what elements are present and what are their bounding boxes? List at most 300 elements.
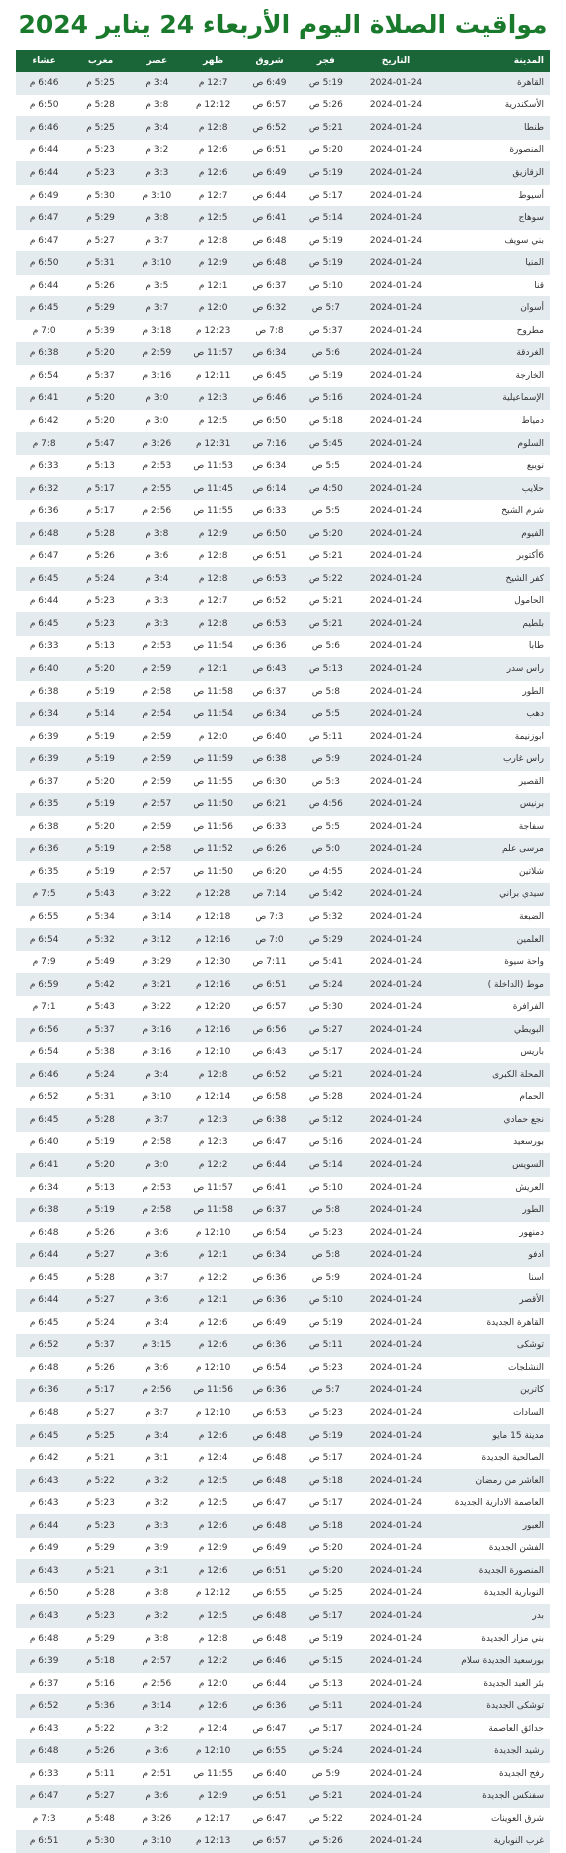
cell-city: الطور [438,680,550,703]
table-row [16,1808,550,1831]
table-row [16,1334,550,1357]
cell-maghrib: 5:49 م [72,951,128,974]
cell-maghrib: 5:27 م [72,1244,128,1267]
cell-maghrib: 5:23 م [72,590,128,613]
cell-date: 2024-01-24 [354,1379,438,1402]
cell-fajr: 5:5 ص [298,455,354,478]
cell-maghrib: 5:27 م [72,1402,128,1425]
cell-shorouq: 6:30 ص [241,770,297,793]
cell-shorouq: 6:55 ص [241,1582,297,1605]
cell-fajr: 5:11 ص [298,1695,354,1718]
cell-shorouq: 6:38 ص [241,1109,297,1132]
cell-asr: 3:9 م [129,1537,185,1560]
cell-date: 2024-01-24 [354,297,438,320]
cell-asr: 3:7 م [129,229,185,252]
cell-shorouq: 6:45 ص [241,365,297,388]
cell-dhuhr: 12:20 م [185,996,241,1019]
cell-fajr: 5:20 ص [298,139,354,162]
cell-date: 2024-01-24 [354,1244,438,1267]
cell-city: بني سويف [438,229,550,252]
cell-asr: 2:59 م [129,770,185,793]
cell-city: شلاتين [438,861,550,884]
table-row [16,545,550,568]
cell-maghrib: 5:14 م [72,703,128,726]
cell-fajr: 5:29 ص [298,928,354,951]
table-row [16,1605,550,1628]
cell-dhuhr: 12:11 م [185,365,241,388]
cell-dhuhr: 12:6 م [185,1560,241,1583]
cell-date: 2024-01-24 [354,1131,438,1154]
cell-date: 2024-01-24 [354,455,438,478]
cell-city: العبور [438,1515,550,1538]
cell-city: بلطيم [438,613,550,636]
column-header-maghrib: مغرب [72,50,128,72]
cell-isha: 6:59 م [16,973,72,996]
cell-fajr: 5:15 ص [298,1650,354,1673]
cell-asr: 3:4 م [129,1312,185,1335]
cell-shorouq: 6:44 ص [241,1672,297,1695]
cell-shorouq: 6:34 ص [241,342,297,365]
table-row [16,1379,550,1402]
cell-isha: 6:49 م [16,184,72,207]
cell-date: 2024-01-24 [354,1176,438,1199]
cell-date: 2024-01-24 [354,568,438,591]
cell-fajr: 5:23 ص [298,1221,354,1244]
cell-shorouq: 6:54 ص [241,1221,297,1244]
cell-isha: 6:52 م [16,1695,72,1718]
cell-dhuhr: 12:6 م [185,1312,241,1335]
cell-maghrib: 5:34 م [72,906,128,929]
cell-dhuhr: 12:2 م [185,1266,241,1289]
table-row [16,365,550,388]
cell-dhuhr: 12:10 م [185,1740,241,1763]
cell-asr: 3:2 م [129,1492,185,1515]
table-row [16,1560,550,1583]
cell-date: 2024-01-24 [354,252,438,275]
cell-city: راس سدر [438,658,550,681]
cell-city: الضبعة [438,906,550,929]
cell-fajr: 5:42 ص [298,883,354,906]
cell-date: 2024-01-24 [354,1289,438,1312]
cell-date: 2024-01-24 [354,477,438,500]
cell-date: 2024-01-24 [354,1785,438,1808]
cell-city: النشلجات [438,1357,550,1380]
cell-asr: 3:15 م [129,1334,185,1357]
cell-asr: 3:2 م [129,1469,185,1492]
cell-dhuhr: 12:23 م [185,320,241,343]
cell-maghrib: 5:17 م [72,500,128,523]
table-row [16,1176,550,1199]
cell-date: 2024-01-24 [354,590,438,613]
cell-maghrib: 5:21 م [72,1447,128,1470]
cell-fajr: 4:50 ص [298,477,354,500]
cell-maghrib: 5:26 م [72,274,128,297]
table-row [16,1402,550,1425]
cell-asr: 3:14 م [129,1695,185,1718]
cell-maghrib: 5:26 م [72,545,128,568]
cell-city: الفرافرة [438,996,550,1019]
cell-fajr: 5:45 ص [298,432,354,455]
cell-asr: 3:7 م [129,297,185,320]
cell-shorouq: 6:49 ص [241,162,297,185]
cell-maghrib: 5:19 م [72,1199,128,1222]
cell-isha: 6:39 م [16,1650,72,1673]
cell-date: 2024-01-24 [354,725,438,748]
cell-maghrib: 5:23 م [72,1515,128,1538]
cell-date: 2024-01-24 [354,1830,438,1853]
cell-shorouq: 6:40 ص [241,725,297,748]
table-row [16,139,550,162]
cell-maghrib: 5:27 م [72,1289,128,1312]
cell-dhuhr: 11:57 ص [185,342,241,365]
cell-date: 2024-01-24 [354,320,438,343]
cell-asr: 3:3 م [129,613,185,636]
cell-city: الحمام [438,1086,550,1109]
cell-city: القصير [438,770,550,793]
cell-maghrib: 5:28 م [72,1266,128,1289]
cell-fajr: 5:23 ص [298,1402,354,1425]
cell-shorouq: 6:47 ص [241,1717,297,1740]
cell-isha: 6:35 م [16,793,72,816]
cell-city: سيدي براني [438,883,550,906]
cell-shorouq: 7:16 ص [241,432,297,455]
cell-fajr: 5:17 ص [298,1492,354,1515]
table-row [16,1289,550,1312]
cell-date: 2024-01-24 [354,1447,438,1470]
cell-isha: 6:33 م [16,1763,72,1786]
cell-date: 2024-01-24 [354,1515,438,1538]
cell-asr: 3:2 م [129,139,185,162]
table-row [16,725,550,748]
cell-asr: 3:21 م [129,973,185,996]
cell-maghrib: 5:25 م [72,117,128,140]
cell-fajr: 5:9 ص [298,1763,354,1786]
cell-date: 2024-01-24 [354,162,438,185]
cell-isha: 6:44 م [16,1244,72,1267]
cell-fajr: 5:21 ص [298,545,354,568]
cell-dhuhr: 11:55 ص [185,770,241,793]
cell-isha: 6:37 م [16,1672,72,1695]
cell-dhuhr: 12:5 م [185,1469,241,1492]
cell-shorouq: 6:51 ص [241,1560,297,1583]
cell-isha: 6:45 م [16,613,72,636]
cell-fajr: 5:9 ص [298,748,354,771]
cell-dhuhr: 12:3 م [185,1109,241,1132]
cell-shorouq: 7:0 ص [241,928,297,951]
cell-maghrib: 5:13 م [72,635,128,658]
cell-asr: 2:56 م [129,1672,185,1695]
cell-date: 2024-01-24 [354,1740,438,1763]
cell-isha: 6:46 م [16,117,72,140]
cell-city: العريش [438,1176,550,1199]
table-row [16,1064,550,1087]
cell-date: 2024-01-24 [354,703,438,726]
cell-fajr: 4:55 ص [298,861,354,884]
table-row [16,1763,550,1786]
cell-asr: 3:7 م [129,1402,185,1425]
cell-fajr: 5:17 ص [298,1717,354,1740]
table-row [16,568,550,591]
cell-shorouq: 6:47 ص [241,1808,297,1831]
table-row [16,432,550,455]
cell-asr: 3:6 م [129,1244,185,1267]
cell-fajr: 5:19 ص [298,365,354,388]
cell-shorouq: 6:47 ص [241,1492,297,1515]
cell-date: 2024-01-24 [354,387,438,410]
cell-date: 2024-01-24 [354,680,438,703]
cell-fajr: 5:10 ص [298,1176,354,1199]
cell-date: 2024-01-24 [354,500,438,523]
column-header-dhuhr: ظهر [185,50,241,72]
cell-isha: 7:8 م [16,432,72,455]
cell-maghrib: 5:28 م [72,522,128,545]
cell-date: 2024-01-24 [354,996,438,1019]
cell-shorouq: 6:36 ص [241,1266,297,1289]
cell-city: كاترين [438,1379,550,1402]
table-row [16,635,550,658]
cell-city: سفاجة [438,816,550,839]
cell-isha: 6:52 م [16,1334,72,1357]
cell-isha: 6:48 م [16,1357,72,1380]
cell-asr: 2:53 م [129,635,185,658]
cell-isha: 6:48 م [16,1627,72,1650]
cell-city: القاهرة الجديدة [438,1312,550,1335]
cell-shorouq: 6:46 ص [241,387,297,410]
cell-shorouq: 6:52 ص [241,117,297,140]
cell-maghrib: 5:17 م [72,1379,128,1402]
cell-dhuhr: 12:5 م [185,410,241,433]
cell-dhuhr: 12:28 م [185,883,241,906]
cell-dhuhr: 12:12 م [185,1582,241,1605]
cell-isha: 7:0 م [16,320,72,343]
cell-maghrib: 5:20 م [72,342,128,365]
cell-date: 2024-01-24 [354,1199,438,1222]
cell-isha: 6:45 م [16,1424,72,1447]
cell-shorouq: 6:36 ص [241,1334,297,1357]
page-title: مواقيت الصلاة اليوم الأربعاء 24 يناير 2024 [18,10,548,39]
cell-maghrib: 5:26 م [72,1221,128,1244]
table-row [16,951,550,974]
table-row [16,816,550,839]
cell-maghrib: 5:43 م [72,883,128,906]
cell-dhuhr: 12:8 م [185,1627,241,1650]
cell-isha: 6:39 م [16,748,72,771]
cell-shorouq: 6:53 ص [241,613,297,636]
table-row [16,883,550,906]
cell-maghrib: 5:31 م [72,1086,128,1109]
cell-dhuhr: 12:9 م [185,1537,241,1560]
cell-city: مرسى علم [438,838,550,861]
cell-maghrib: 5:47 م [72,432,128,455]
table-row [16,748,550,771]
cell-dhuhr: 12:9 م [185,252,241,275]
cell-maghrib: 5:39 م [72,320,128,343]
cell-fajr: 5:25 ص [298,1582,354,1605]
cell-date: 2024-01-24 [354,1334,438,1357]
cell-dhuhr: 12:6 م [185,1695,241,1718]
cell-city: برنيس [438,793,550,816]
cell-city: المنصورة [438,139,550,162]
cell-date: 2024-01-24 [354,1560,438,1583]
cell-isha: 6:46 م [16,1064,72,1087]
cell-fajr: 5:24 ص [298,1740,354,1763]
cell-isha: 6:36 م [16,500,72,523]
table-row [16,1199,550,1222]
cell-dhuhr: 12:7 م [185,184,241,207]
table-row [16,1447,550,1470]
cell-shorouq: 6:52 ص [241,590,297,613]
cell-shorouq: 6:33 ص [241,500,297,523]
cell-maghrib: 5:13 م [72,455,128,478]
cell-dhuhr: 11:55 ص [185,500,241,523]
cell-city: طنطا [438,117,550,140]
cell-date: 2024-01-24 [354,816,438,839]
cell-city: توشكى الجديدة [438,1695,550,1718]
cell-isha: 6:50 م [16,252,72,275]
cell-city: السادات [438,1402,550,1425]
cell-city: دهب [438,703,550,726]
cell-asr: 3:6 م [129,1221,185,1244]
cell-dhuhr: 12:3 م [185,387,241,410]
cell-asr: 3:6 م [129,1785,185,1808]
cell-maghrib: 5:20 م [72,410,128,433]
cell-date: 2024-01-24 [354,1424,438,1447]
cell-isha: 6:44 م [16,162,72,185]
cell-shorouq: 6:53 ص [241,568,297,591]
cell-fajr: 5:7 ص [298,297,354,320]
cell-city: توشكى [438,1334,550,1357]
table-row [16,770,550,793]
cell-maghrib: 5:19 م [72,725,128,748]
table-row [16,1244,550,1267]
cell-fajr: 5:22 ص [298,1808,354,1831]
cell-isha: 6:43 م [16,1560,72,1583]
cell-maghrib: 5:31 م [72,252,128,275]
cell-asr: 3:8 م [129,94,185,117]
table-row [16,387,550,410]
cell-maghrib: 5:22 م [72,1717,128,1740]
cell-fajr: 5:30 ص [298,996,354,1019]
cell-dhuhr: 12:6 م [185,139,241,162]
cell-dhuhr: 12:8 م [185,1064,241,1087]
cell-date: 2024-01-24 [354,545,438,568]
cell-dhuhr: 12:12 م [185,94,241,117]
table-row [16,1650,550,1673]
cell-maghrib: 5:28 م [72,1109,128,1132]
cell-shorouq: 7:14 ص [241,883,297,906]
cell-maghrib: 5:20 م [72,1154,128,1177]
table-row [16,1041,550,1064]
cell-isha: 6:47 م [16,545,72,568]
cell-shorouq: 6:58 ص [241,1086,297,1109]
cell-city: بني مزار الجديدة [438,1627,550,1650]
cell-maghrib: 5:28 م [72,1582,128,1605]
table-row [16,94,550,117]
cell-fajr: 5:17 ص [298,184,354,207]
cell-isha: 6:50 م [16,1582,72,1605]
table-row [16,522,550,545]
cell-city: حلايب [438,477,550,500]
cell-maghrib: 5:22 م [72,1469,128,1492]
cell-isha: 6:54 م [16,1041,72,1064]
cell-shorouq: 6:50 ص [241,522,297,545]
cell-maghrib: 5:27 م [72,229,128,252]
cell-shorouq: 6:48 ص [241,1515,297,1538]
cell-fajr: 5:3 ص [298,770,354,793]
cell-asr: 3:16 م [129,365,185,388]
cell-dhuhr: 12:0 م [185,1672,241,1695]
cell-fajr: 5:19 ص [298,1312,354,1335]
cell-shorouq: 6:36 ص [241,1695,297,1718]
cell-shorouq: 6:48 ص [241,1447,297,1470]
cell-shorouq: 6:36 ص [241,1289,297,1312]
cell-maghrib: 5:20 م [72,387,128,410]
column-header-asr: عصر [129,50,185,72]
cell-city: سوهاج [438,207,550,230]
cell-isha: 6:44 م [16,274,72,297]
table-row [16,1469,550,1492]
cell-dhuhr: 11:58 ص [185,1199,241,1222]
cell-dhuhr: 12:8 م [185,117,241,140]
cell-maghrib: 5:29 م [72,1627,128,1650]
cell-city: الفيوم [438,522,550,545]
cell-asr: 3:18 م [129,320,185,343]
cell-asr: 3:3 م [129,162,185,185]
cell-fajr: 5:24 ص [298,973,354,996]
cell-shorouq: 6:48 ص [241,1469,297,1492]
cell-date: 2024-01-24 [354,117,438,140]
cell-shorouq: 6:54 ص [241,1357,297,1380]
cell-isha: 6:51 م [16,1830,72,1853]
cell-maghrib: 5:37 م [72,1334,128,1357]
cell-date: 2024-01-24 [354,838,438,861]
cell-city: دمياط [438,410,550,433]
cell-date: 2024-01-24 [354,928,438,951]
cell-maghrib: 5:25 م [72,1424,128,1447]
cell-isha: 6:33 م [16,635,72,658]
cell-shorouq: 6:20 ص [241,861,297,884]
cell-asr: 3:10 م [129,252,185,275]
cell-fajr: 5:14 ص [298,1154,354,1177]
cell-asr: 3:3 م [129,590,185,613]
cell-city: المنيا [438,252,550,275]
cell-isha: 6:55 م [16,906,72,929]
cell-shorouq: 6:51 ص [241,139,297,162]
cell-city: كفر الشيخ [438,568,550,591]
cell-fajr: 5:18 ص [298,1515,354,1538]
cell-dhuhr: 11:45 ص [185,477,241,500]
cell-date: 2024-01-24 [354,1695,438,1718]
cell-dhuhr: 11:57 ص [185,1176,241,1199]
cell-maghrib: 5:26 م [72,1357,128,1380]
cell-city: باريس [438,1041,550,1064]
cell-city: بئر العبد الجديدة [438,1672,550,1695]
cell-shorouq: 6:49 ص [241,1312,297,1335]
cell-date: 2024-01-24 [354,1582,438,1605]
cell-shorouq: 6:49 ص [241,72,297,94]
cell-asr: 3:1 م [129,1447,185,1470]
cell-fajr: 5:11 ص [298,1334,354,1357]
cell-maghrib: 5:38 م [72,1041,128,1064]
cell-maghrib: 5:23 م [72,162,128,185]
cell-fajr: 5:20 ص [298,1537,354,1560]
cell-city: شرم الشيخ [438,500,550,523]
cell-isha: 6:43 م [16,1717,72,1740]
cell-fajr: 5:13 ص [298,658,354,681]
cell-asr: 3:10 م [129,1830,185,1853]
cell-dhuhr: 12:14 م [185,1086,241,1109]
cell-dhuhr: 12:31 م [185,432,241,455]
